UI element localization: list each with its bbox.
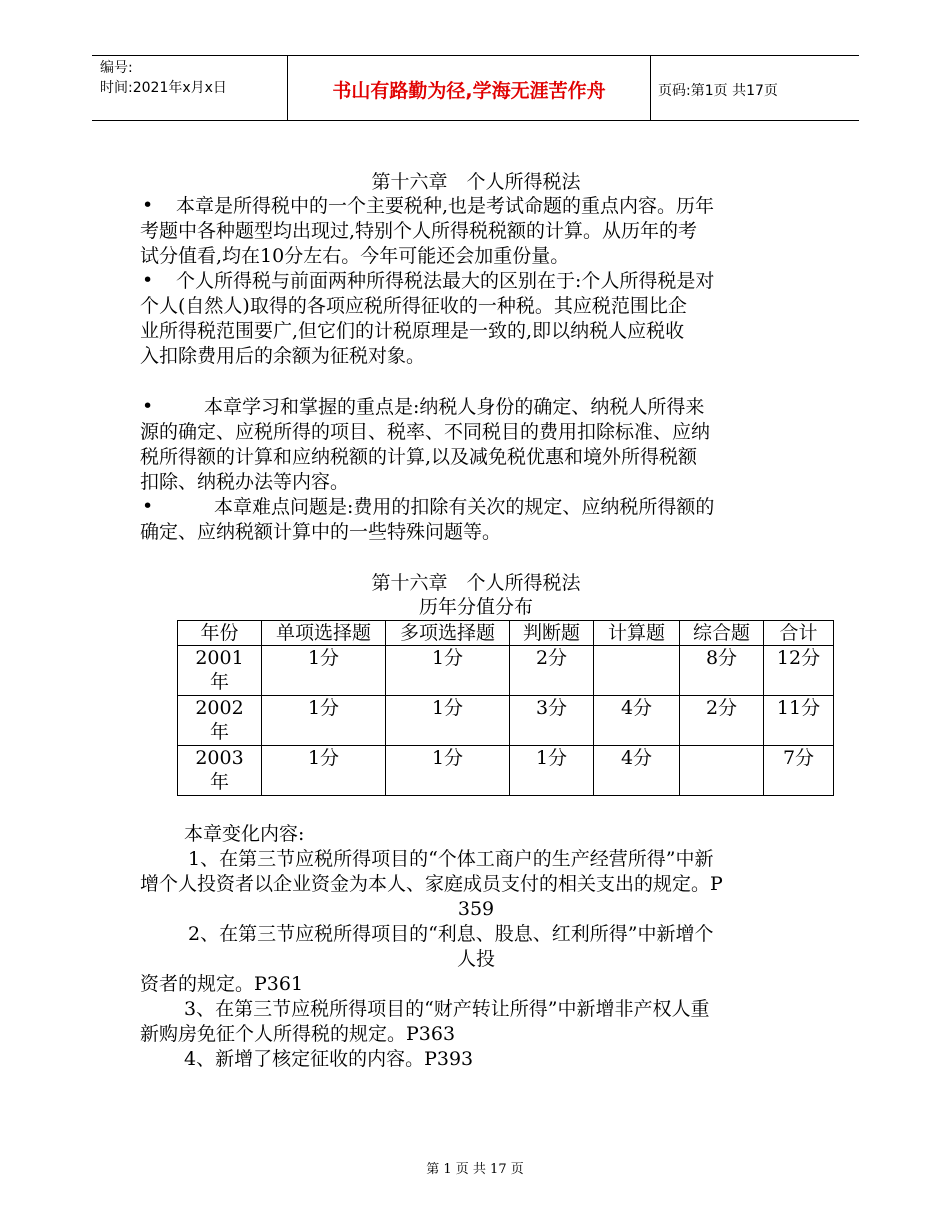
cell-total: 7分 bbox=[764, 746, 834, 796]
header-number-label: 编号: bbox=[100, 60, 133, 76]
header-single-choice: 单项选择题 bbox=[262, 621, 386, 646]
change-2-line-3: 资者的规定。P361 bbox=[140, 973, 304, 995]
cell-comprehensive: 8分 bbox=[680, 646, 764, 696]
change-1-line-2: 增个人投资者以企业资金为本人、家庭成员支付的相关支出的规定。P bbox=[140, 873, 723, 895]
para4-line-1: 本章难点问题是:费用的扣除有关次的规定、应纳税所得额的 bbox=[214, 496, 715, 518]
table-row bbox=[178, 696, 834, 746]
cell-multiple-choice: 1分 bbox=[386, 696, 510, 746]
cell-comprehensive: 2分 bbox=[680, 696, 764, 746]
para3-line-3: 税所得额的计算和应纳税额的计算,以及减免税优惠和境外所得税额 bbox=[140, 446, 698, 468]
table-row bbox=[178, 746, 834, 796]
cell-calculation: 4分 bbox=[594, 746, 680, 796]
bullet-3: • bbox=[142, 395, 154, 417]
table-row bbox=[178, 646, 834, 696]
header-year: 年份 bbox=[178, 621, 262, 646]
header-multiple-choice: 多项选择题 bbox=[386, 621, 510, 646]
cell-true-false: 1分 bbox=[510, 746, 594, 796]
cell-calculation: 4分 bbox=[594, 696, 680, 746]
header-divider-right bbox=[650, 56, 651, 120]
bullet-4: • bbox=[142, 495, 154, 517]
header-total: 合计 bbox=[764, 621, 834, 646]
header-true-false: 判断题 bbox=[510, 621, 594, 646]
header-meta bbox=[100, 58, 227, 98]
change-1-line-1: 1、在第三节应税所得项目的“个体工商户的生产经营所得”中新 bbox=[188, 848, 714, 870]
header-calculation: 计算题 bbox=[594, 621, 680, 646]
cell-single-choice: 1分 bbox=[262, 646, 386, 696]
para3-line-2: 源的确定、应税所得的项目、税率、不同税目的费用扣除标准、应纳 bbox=[140, 421, 711, 443]
page-footer: 第 1 页 共 17 页 bbox=[426, 1162, 524, 1177]
cell-year: 2002 年 bbox=[178, 696, 262, 746]
score-distribution-table bbox=[177, 620, 834, 796]
change-2-line-1: 2、在第三节应税所得项目的“利息、股息、红利所得”中新增个 bbox=[188, 923, 714, 945]
para3-line-4: 扣除、纳税办法等内容。 bbox=[140, 471, 350, 493]
cell-true-false: 3分 bbox=[510, 696, 594, 746]
change-3-line-2: 新购房免征个人所得税的规定。P363 bbox=[140, 1023, 456, 1045]
change-4-line-1: 4、新增了核定征收的内容。P393 bbox=[184, 1048, 474, 1070]
para4-line-2: 确定、应纳税额计算中的一些特殊问题等。 bbox=[140, 521, 502, 543]
para2-line-1: 个人所得税与前面两种所得税法最大的区别在于:个人所得税是对 bbox=[176, 270, 715, 292]
header-time-label: 时间:2021年x月x日 bbox=[100, 80, 227, 96]
cell-true-false: 2分 bbox=[510, 646, 594, 696]
change-3-line-1: 3、在第三节应税所得项目的“财产转让所得”中新增非产权人重 bbox=[184, 998, 710, 1020]
para2-line-4: 入扣除费用后的余额为征税对象。 bbox=[140, 345, 426, 367]
cell-multiple-choice: 1分 bbox=[386, 746, 510, 796]
cell-year: 2003 年 bbox=[178, 746, 262, 796]
changes-heading: 本章变化内容: bbox=[184, 823, 305, 845]
bullet-1: • bbox=[142, 194, 154, 216]
para3-line-1: 本章学习和掌握的重点是:纳税人身份的确定、纳税人所得来 bbox=[204, 396, 705, 418]
table-chapter-title: 第十六章 个人所得税法 bbox=[371, 572, 581, 594]
cell-year: 2001 年 bbox=[178, 646, 262, 696]
cell-total: 11分 bbox=[764, 696, 834, 746]
header-comprehensive: 综合题 bbox=[680, 621, 764, 646]
cell-calculation bbox=[594, 646, 680, 696]
change-1-line-3: 359 bbox=[457, 898, 495, 920]
para1-line-1: 本章是所得税中的一个主要税种,也是考试命题的重点内容。历年 bbox=[176, 195, 715, 217]
chapter-title: 第十六章 个人所得税法 bbox=[371, 171, 581, 193]
cell-single-choice: 1分 bbox=[262, 746, 386, 796]
para2-line-2: 个人(自然人)取得的各项应税所得征收的一种税。其应税范围比企 bbox=[140, 295, 687, 317]
para1-line-3: 试分值看,均在10分左右。今年可能还会加重份量。 bbox=[140, 245, 570, 267]
header-page-label: 页码:第1页 共17页 bbox=[658, 83, 778, 99]
table-header-row bbox=[178, 621, 834, 646]
page-header bbox=[92, 55, 859, 121]
para2-line-3: 业所得税范围要广,但它们的计税原理是一致的,即以纳税人应税收 bbox=[140, 320, 685, 342]
cell-comprehensive bbox=[680, 746, 764, 796]
cell-multiple-choice: 1分 bbox=[386, 646, 510, 696]
table-subtitle: 历年分值分布 bbox=[418, 596, 533, 618]
para1-line-2: 考题中各种题型均出现过,特别个人所得税税额的计算。从历年的考 bbox=[140, 220, 698, 242]
cell-single-choice: 1分 bbox=[262, 696, 386, 746]
cell-total: 12分 bbox=[764, 646, 834, 696]
header-motto: 书山有路勤为径,学海无涯苦作舟 bbox=[332, 80, 606, 102]
change-2-line-2: 人投 bbox=[456, 948, 495, 970]
bullet-2: • bbox=[142, 269, 154, 291]
